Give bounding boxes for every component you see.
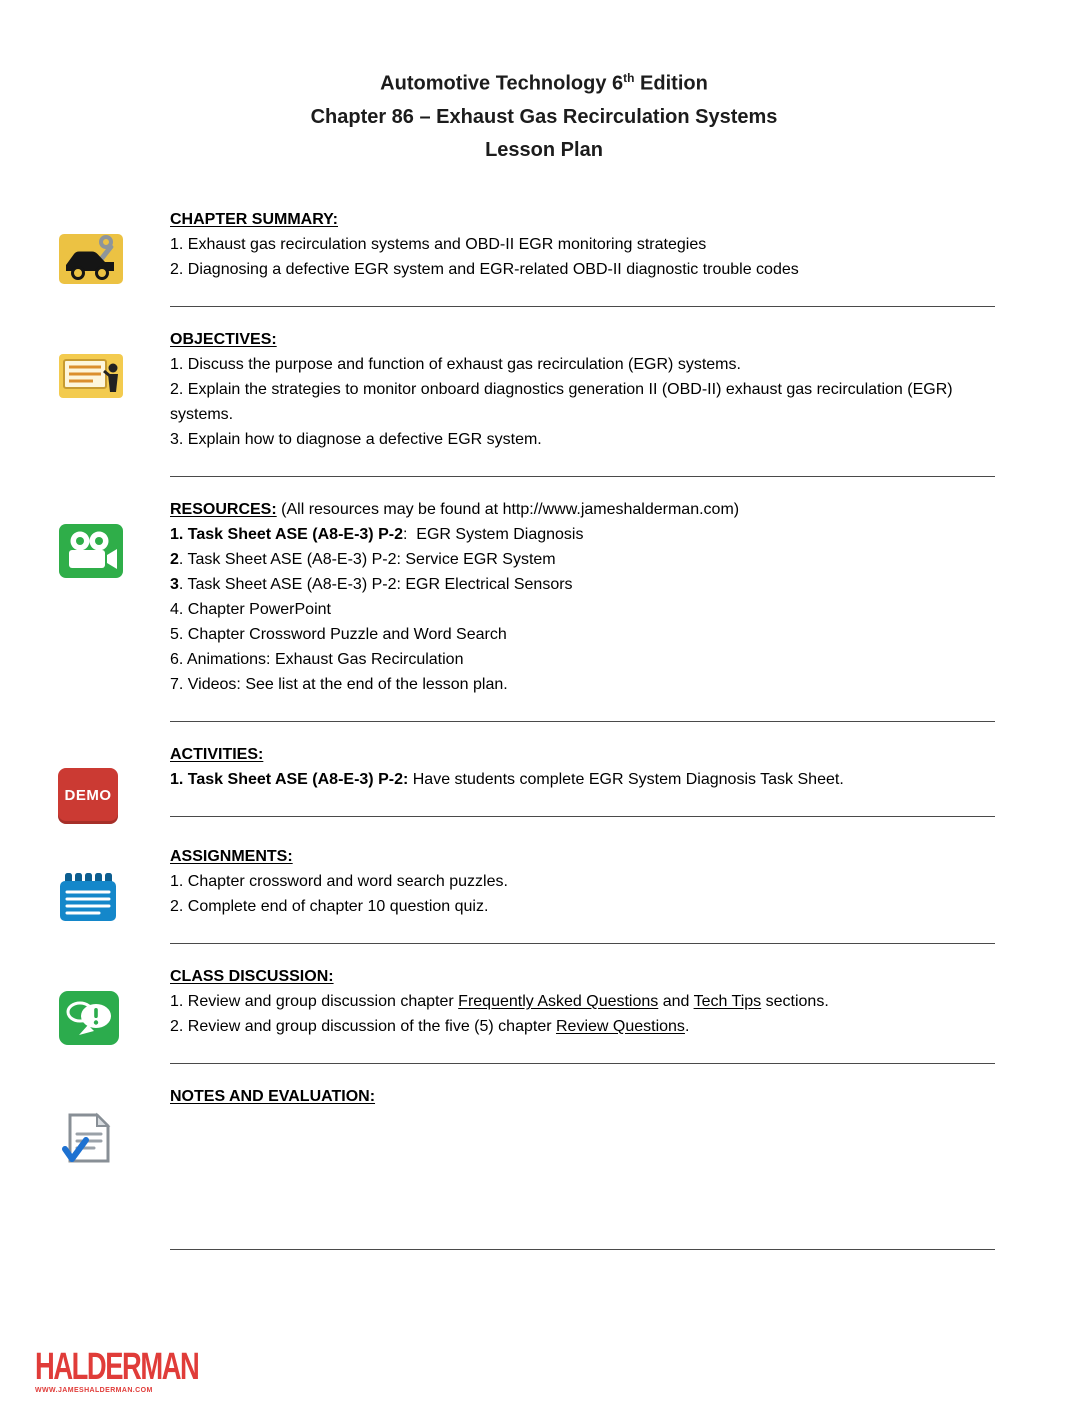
text-segment: Review Questions (555, 1017, 685, 1035)
text-segment: 3. Explain how to diagnose a defective EGR system. (170, 430, 542, 448)
text-segment: 1. Chapter crossword and word search puzzles. (170, 872, 508, 890)
section-heading-text: RESOURCES: (170, 500, 277, 518)
car-wrench-icon (58, 233, 124, 290)
sections-container (0, 207, 1088, 1270)
section-content (170, 964, 995, 1064)
document-title (0, 62, 1088, 167)
text-line (170, 894, 995, 919)
demo-badge (58, 768, 118, 824)
text-line (170, 377, 995, 427)
section-divider (170, 1063, 995, 1064)
section-heading (170, 964, 995, 989)
text-line (170, 1014, 995, 1039)
section-divider (170, 943, 995, 944)
text-line (170, 547, 995, 572)
text-line (170, 352, 995, 377)
text-segment: Frequently Asked Questions (458, 992, 659, 1010)
text-segment: and (658, 992, 694, 1010)
icon-column (0, 964, 170, 1064)
title-line-2: Chapter 86 – Exhaust Gas Recirculation Systems (310, 105, 778, 128)
text-line (170, 427, 995, 452)
section-heading-suffix: (All resources may be found at http://www.jameshalderman.com) (276, 500, 740, 518)
text-segment: 1. Review and group discussion chapter (170, 992, 459, 1010)
text-segment: Tech Tips (693, 992, 762, 1010)
title-superscript: th (623, 71, 635, 85)
halderman-logo-url: WWW.JAMESHALDERMAN.COM (35, 1387, 153, 1394)
section-activities (0, 742, 1088, 824)
section-heading (170, 742, 995, 767)
title-line-1 (0, 62, 1088, 101)
halderman-logo: HALDERMAN (35, 1346, 199, 1388)
section-objectives (0, 327, 1088, 477)
text-segment: . Task Sheet ASE (A8-E-3) P-2: Service EGR System (178, 550, 556, 568)
text-segment: sections. (761, 992, 829, 1010)
section-content (170, 1084, 995, 1250)
text-segment: Have students complete EGR System Diagnosis Task Sheet. (408, 770, 844, 788)
section-heading (170, 497, 995, 522)
section-divider (170, 1249, 995, 1250)
section-divider (170, 816, 995, 817)
section-heading (170, 844, 995, 869)
section-content (170, 497, 995, 722)
text-line (170, 647, 995, 672)
video-camera-icon (58, 523, 124, 584)
text-segment: 2. Explain the strategies to monitor onboard diagnostics generation II (OBD-II) exhaust gas recirculation (EGR) systems. (170, 380, 958, 423)
text-segment: 2. Complete end of chapter 10 question quiz. (170, 897, 489, 915)
text-line (170, 989, 995, 1014)
section-divider (170, 306, 995, 307)
text-segment: 2. Review and group discussion of the five (5) chapter (170, 1017, 556, 1035)
text-segment: 5. Chapter Crossword Puzzle and Word Search (170, 625, 507, 643)
text-segment: 3 (170, 575, 179, 593)
text-line (170, 522, 995, 547)
section-content (170, 207, 995, 307)
icon-column (0, 844, 170, 944)
section-heading-text: NOTES AND EVALUATION: (170, 1087, 376, 1105)
text-line (170, 672, 995, 697)
section-divider (170, 721, 995, 722)
demo-badge-icon (58, 768, 124, 824)
text-line (170, 597, 995, 622)
discussion-icon (58, 990, 124, 1051)
section-assignments (0, 844, 1088, 944)
icon-column (0, 742, 170, 824)
section-heading-text: CHAPTER SUMMARY: (170, 210, 338, 228)
text-segment: 6. Animations: Exhaust Gas Recirculation (170, 650, 464, 668)
text-segment: 1. Discuss the purpose and function of exhaust gas recirculation (EGR) systems. (170, 355, 741, 373)
section-heading-text: ASSIGNMENTS: (170, 847, 293, 865)
title-line-3: Lesson Plan (485, 138, 603, 161)
text-line (170, 767, 995, 792)
section-divider (170, 476, 995, 477)
text-segment: 2. Diagnosing a defective EGR system and EGR-related OBD-II diagnostic trouble codes (170, 260, 799, 278)
demo-label: DEMO (64, 787, 112, 805)
icon-column (0, 497, 170, 722)
section-heading-text: CLASS DISCUSSION: (170, 967, 334, 985)
section-heading-text: ACTIVITIES: (170, 745, 264, 763)
section-heading-text: OBJECTIVES: (170, 330, 277, 348)
text-segment: 1. Task Sheet ASE (A8-E-3) P-2 (170, 525, 403, 543)
presentation-icon (58, 353, 124, 404)
text-segment: 4. Chapter PowerPoint (170, 600, 331, 618)
section-notes-evaluation (0, 1084, 1088, 1250)
text-segment: 1. Task Sheet ASE (A8-E-3) P-2: (170, 770, 409, 788)
section-heading (170, 327, 995, 352)
icon-column (0, 1084, 170, 1250)
text-segment: 1. Exhaust gas recirculation systems and OBD-II EGR monitoring strategies (170, 235, 707, 253)
title-text-segment: Edition (634, 72, 708, 95)
check-document-icon (58, 1110, 124, 1171)
icon-column (0, 207, 170, 307)
section-chapter-summary (0, 207, 1088, 307)
halderman-logo-block (35, 1346, 1088, 1394)
section-heading (170, 1084, 995, 1109)
text-line (170, 572, 995, 597)
section-class-discussion (0, 964, 1088, 1064)
notepad-icon (58, 870, 124, 929)
footer (0, 1346, 1088, 1408)
text-segment: 7. Videos: See list at the end of the lesson plan. (170, 675, 508, 693)
text-segment: . Task Sheet ASE (A8-E-3) P-2: EGR Electrical Sensors (178, 575, 573, 593)
text-line (170, 869, 995, 894)
section-resources (0, 497, 1088, 722)
text-segment: . (684, 1017, 690, 1035)
text-segment: : EGR System Diagnosis (402, 525, 584, 543)
section-content (170, 844, 995, 944)
icon-column (0, 327, 170, 477)
text-line (170, 232, 995, 257)
title-text-segment: Automotive Technology 6 (380, 72, 624, 95)
section-content (170, 327, 995, 477)
text-line (170, 257, 995, 282)
section-heading (170, 207, 995, 232)
text-line (170, 622, 995, 647)
text-segment: 2 (170, 550, 179, 568)
section-content (170, 742, 995, 824)
